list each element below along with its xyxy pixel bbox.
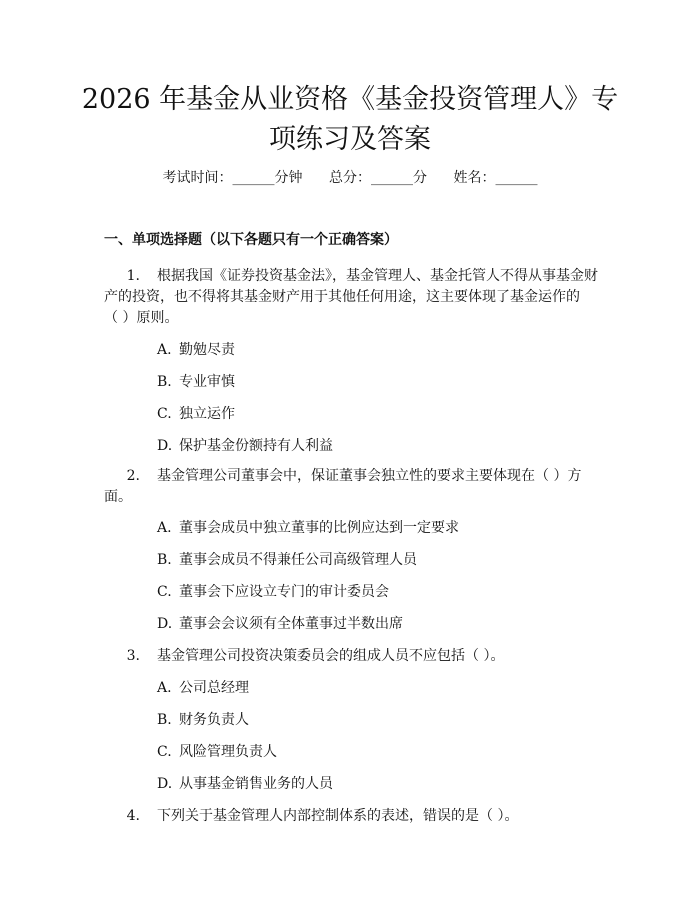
option-text: 保护基金份额持有人利益 (179, 438, 333, 454)
question-stem-line: 基金管理公司董事会中，保证董事会独立性的要求主要体现在（ ）方 (157, 468, 582, 484)
question-stem-line: 面。 (104, 489, 132, 505)
question-stem-line: 基金管理公司投资决策委员会的组成人员不应包括（ ）。 (157, 648, 505, 664)
option-item (157, 582, 389, 602)
option-text: 从事基金销售业务的人员 (179, 776, 333, 792)
option-item (157, 710, 249, 730)
option-text: 财务负责人 (179, 712, 249, 728)
option-letter: B. (157, 712, 172, 728)
question-stem-line: （ ）原则。 (104, 310, 179, 326)
option-text: 独立运作 (179, 406, 235, 422)
document-title-line-2: 项练习及答案 (269, 124, 431, 155)
question-number: 3. (126, 648, 140, 664)
option-item (157, 550, 417, 570)
section-heading: 一、单项选择题（以下各题只有一个正确答案） (104, 232, 398, 248)
option-item (157, 404, 235, 424)
option-item (157, 614, 403, 634)
option-text: 风险管理负责人 (179, 744, 277, 760)
total-score-field: 总分：______分 (329, 170, 427, 186)
exam-time-field: 考试时间：______分钟 (162, 170, 303, 186)
option-text: 董事会下应设立专门的审计委员会 (179, 584, 389, 600)
name-field: 姓名：______ (453, 170, 538, 186)
option-text: 公司总经理 (179, 680, 249, 696)
option-item (157, 436, 333, 456)
question-stem-line: 产的投资，也不得将其基金财产用于其他任何用途，这主要体现了基金运作的 (104, 289, 580, 305)
option-letter: C. (157, 744, 172, 760)
option-text: 勤勉尽责 (179, 342, 235, 358)
question-number: 2. (126, 468, 140, 484)
exam-meta-row (0, 168, 700, 188)
option-letter: A. (157, 680, 172, 696)
option-letter: B. (157, 552, 172, 568)
option-text: 专业审慎 (179, 374, 235, 390)
option-letter: D. (157, 438, 173, 454)
option-letter: C. (157, 406, 172, 422)
option-text: 董事会成员不得兼任公司高级管理人员 (179, 552, 417, 568)
option-letter: A. (157, 342, 172, 358)
option-item (157, 340, 235, 360)
option-letter: D. (157, 776, 173, 792)
option-item (157, 372, 235, 392)
option-text: 董事会成员中独立董事的比例应达到一定要求 (179, 520, 459, 536)
option-text: 董事会会议须有全体董事过半数出席 (179, 616, 403, 632)
option-item (157, 678, 249, 698)
question-number: 1. (126, 268, 140, 284)
question-stem-line: 根据我国《证券投资基金法》，基金管理人、基金托管人不得从事基金财 (157, 268, 598, 284)
option-item (157, 742, 277, 762)
document-title-line-1: 2026 年基金从业资格《基金投资管理人》专 (81, 84, 619, 115)
option-item (157, 518, 459, 538)
question-stem-line: 下列关于基金管理人内部控制体系的表述，错误的是（ ）。 (157, 808, 519, 824)
option-letter: D. (157, 616, 173, 632)
option-letter: B. (157, 374, 172, 390)
option-letter: C. (157, 584, 172, 600)
option-letter: A. (157, 520, 172, 536)
option-item (157, 774, 333, 794)
question-number: 4. (126, 808, 140, 824)
